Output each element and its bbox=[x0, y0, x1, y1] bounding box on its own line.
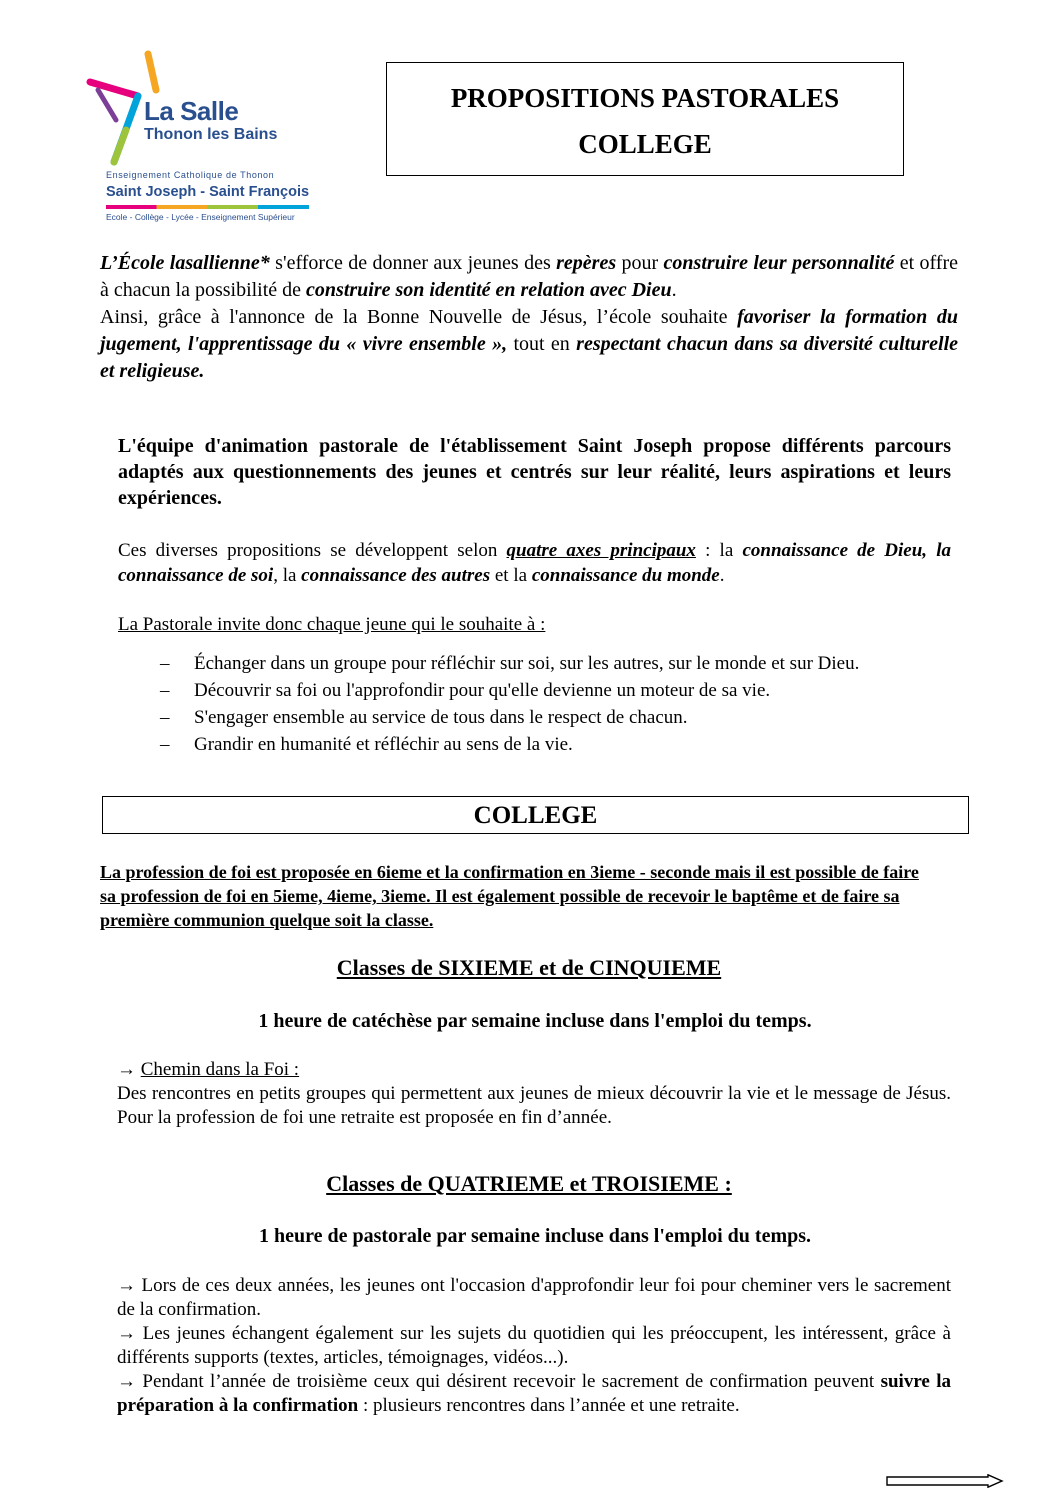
list-item-text: Grandir en humanité et réfléchir au sens de la vie. bbox=[194, 734, 573, 755]
list-item-text: Découvrir sa foi ou l'approfondir pour qu'elle devienne un moteur de sa vie. bbox=[194, 680, 771, 701]
four-text: → Lors de ces deux années, les jeunes ont l'occasion d'approfondir leur foi pour cheminer vers le sacrement de la confirmation. bbox=[117, 1275, 951, 1320]
axes-text: : la bbox=[695, 540, 743, 561]
list-item bbox=[160, 704, 859, 731]
four-text: → Pendant l’année de troisième ceux qui désirent recevoir le sacrement de confirmation peuvent bbox=[117, 1371, 881, 1392]
profession-note: La profession de foi est proposée en 6ieme et la confirmation en 3ieme - seconde mais il est possible de faire sa profession de foi en 5ieme, 4ieme, 3ieme. Il est également possible de recevoir le baptême et de faire sa première communion quelque soit la classe. bbox=[100, 862, 919, 930]
intro-text: construire leur personnalité bbox=[663, 252, 895, 274]
invite-line: La Pastorale invite donc chaque jeune qui le souhaite à : bbox=[118, 614, 546, 635]
next-page-arrow-icon bbox=[886, 1474, 1004, 1493]
college-heading: COLLEGE bbox=[102, 796, 969, 834]
title-line-1: PROPOSITIONS PASTORALES bbox=[450, 83, 840, 113]
intro-text: Ainsi, grâce à l'annonce de la Bonne Nouvelle de Jésus, l’école souhaite bbox=[100, 306, 738, 328]
intro-text: tout en bbox=[507, 333, 577, 355]
dash-icon: – bbox=[160, 653, 170, 674]
list-item-text: Échanger dans un groupe pour réfléchir sur soi, sur les autres, sur le monde et sur Dieu. bbox=[194, 653, 860, 674]
intro-text: . bbox=[671, 279, 677, 301]
axes-text: connaissance du monde bbox=[531, 565, 720, 586]
intro-text: construire son identité en relation avec Dieu bbox=[306, 279, 672, 301]
axes-text: , la bbox=[273, 565, 302, 586]
chemin-label: Chemin dans la Foi : bbox=[140, 1059, 300, 1080]
axes-text: connaissance de Dieu, la connaissance de soi bbox=[118, 540, 951, 586]
dash-icon: – bbox=[160, 707, 170, 728]
axes-text: quatre axes principaux bbox=[506, 540, 696, 561]
logo-levels: Ecole - Collège - Lycée - Enseignement Supérieur bbox=[106, 212, 295, 222]
axes-paragraph bbox=[118, 538, 951, 588]
axes-text: Ces diverses propositions se développent selon bbox=[118, 540, 507, 561]
intro-paragraph bbox=[100, 250, 958, 385]
logo-subtitle: Enseignement Catholique de Thonon bbox=[106, 170, 275, 180]
title-box bbox=[386, 62, 904, 176]
four-body bbox=[117, 1274, 951, 1418]
intro-text: respectant chacun dans sa diversité culturelle et religieuse. bbox=[100, 333, 959, 382]
four-text: : plusieurs rencontres dans l’année et une retraite. bbox=[358, 1395, 740, 1416]
six-text: Des rencontres en petits groupes qui permettent aux jeunes de mieux découvrir la vie et le message de Jésus. Pour la profession de foi une retraite est proposée en fin d’année. bbox=[117, 1083, 951, 1128]
list-item bbox=[160, 731, 859, 758]
logo-school: Saint Joseph - Saint François bbox=[106, 184, 310, 200]
logo-city: Thonon les Bains bbox=[144, 126, 278, 143]
intro-text: L’École lasallienne* bbox=[100, 252, 270, 274]
list-item bbox=[160, 677, 859, 704]
logo-name: La Salle bbox=[144, 96, 239, 126]
school-logo bbox=[86, 50, 316, 230]
dash-icon: – bbox=[160, 680, 170, 701]
team-paragraph: L'équipe d'animation pastorale de l'établissement Saint Joseph propose différents parcours adaptés aux questionnements des jeunes et centrés sur leur réalité, leurs aspirations et leurs expériences. bbox=[118, 435, 951, 509]
axes-text: connaissance des autres bbox=[301, 565, 491, 586]
axes-text: . bbox=[719, 565, 725, 586]
arrow-icon: → bbox=[117, 1059, 141, 1080]
six-hours: 1 heure de catéchèse par semaine incluse dans l'emploi du temps. bbox=[258, 1010, 812, 1032]
four-text: suivre la préparation à la confirmation bbox=[117, 1371, 952, 1416]
six-heading: Classes de SIXIEME et de CINQUIEME bbox=[336, 955, 722, 980]
title-line-2: COLLEGE bbox=[578, 129, 712, 159]
invite-list bbox=[160, 650, 859, 758]
four-heading: Classes de QUATRIEME et TROISIEME : bbox=[326, 1171, 732, 1196]
logo-color-bar bbox=[106, 205, 309, 209]
six-body bbox=[117, 1058, 951, 1130]
list-item bbox=[160, 650, 859, 677]
four-text: → Les jeunes échangent également sur les sujets du quotidien qui les préoccupent, les intéressent, grâce à différents supports (textes, articles, témoignages, vidéos...). bbox=[117, 1323, 951, 1368]
intro-text: favoriser la formation du jugement, l'apprentissage du « vivre ensemble », bbox=[100, 306, 958, 355]
intro-text: pour bbox=[616, 252, 664, 274]
axes-text: et la bbox=[490, 565, 532, 586]
intro-text: repères bbox=[556, 252, 617, 274]
intro-text: et offre à chacun la possibilité de bbox=[100, 252, 959, 301]
intro-text: s'efforce de donner aux jeunes des bbox=[269, 252, 557, 274]
four-hours: 1 heure de pastorale par semaine incluse dans l'emploi du temps. bbox=[258, 1225, 812, 1247]
dash-icon: – bbox=[160, 734, 170, 755]
list-item-text: S'engager ensemble au service de tous dans le respect de chacun. bbox=[194, 707, 688, 728]
